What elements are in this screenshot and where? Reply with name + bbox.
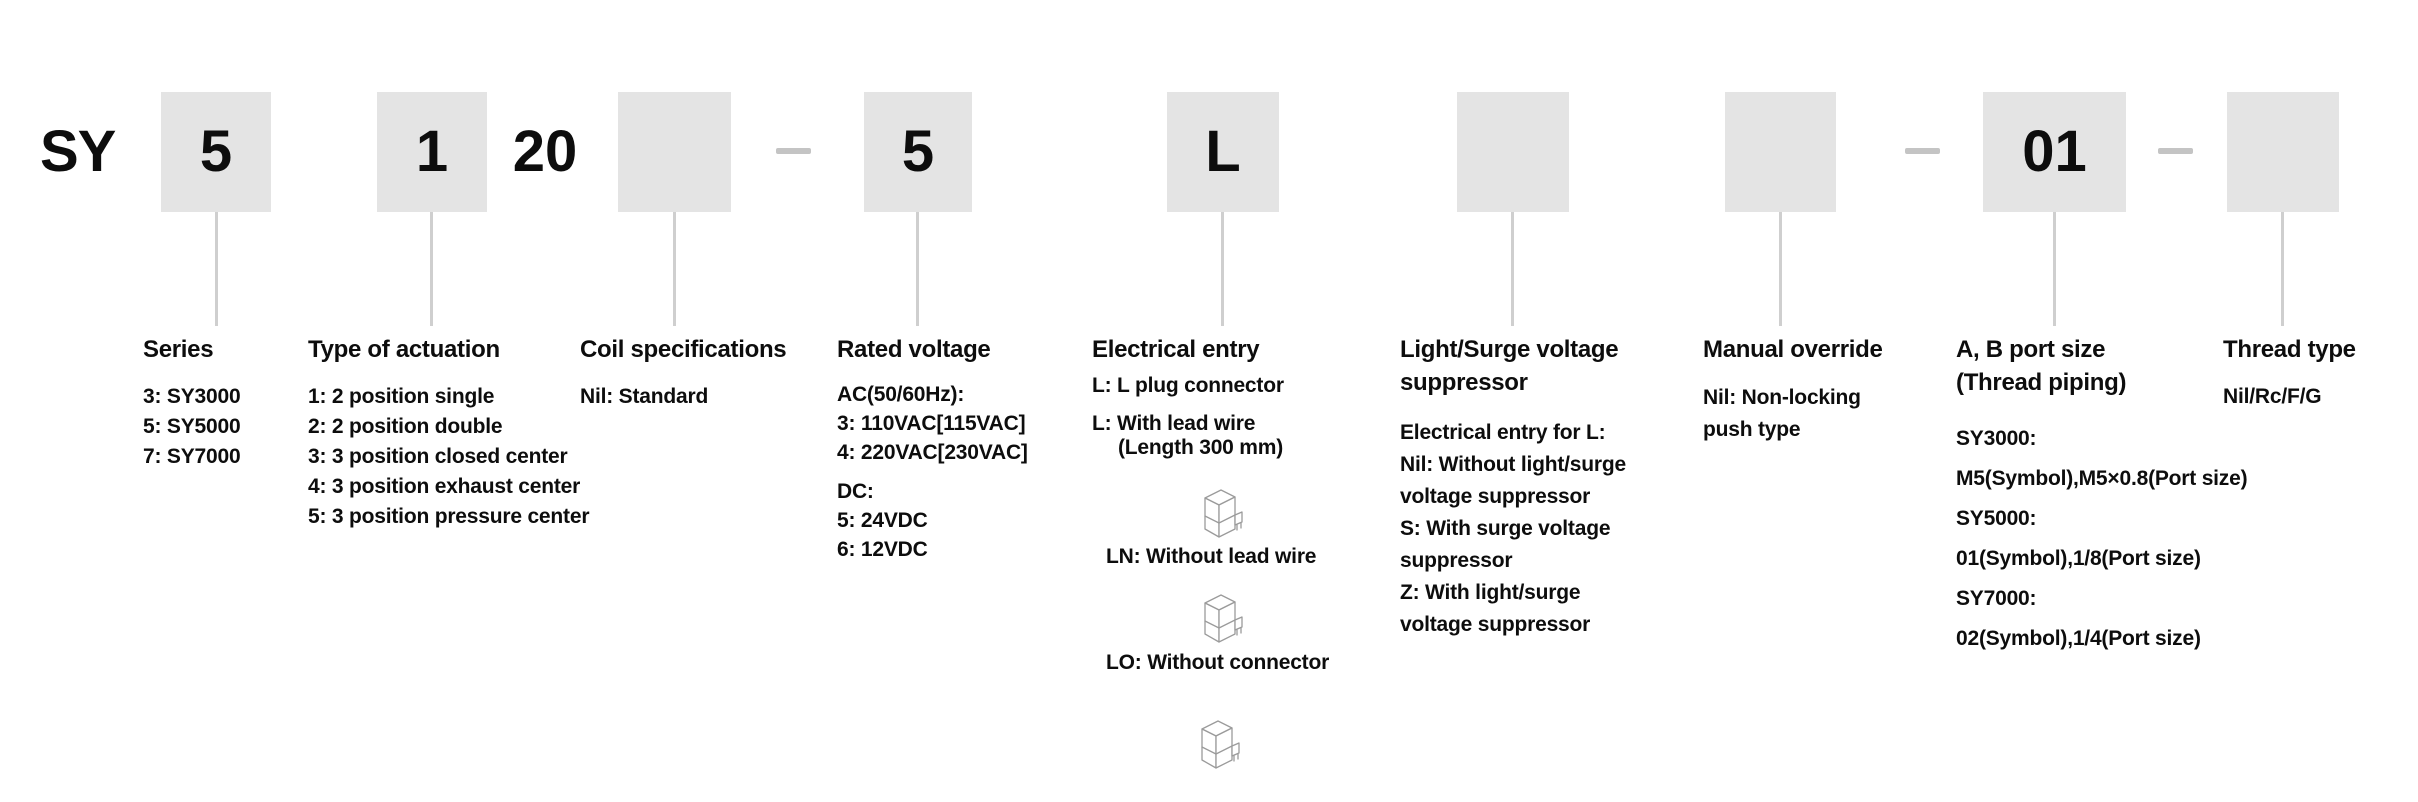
option-item: SY3000: xyxy=(1956,427,2037,450)
code-box-thread xyxy=(2227,92,2339,212)
option-item: 01(Symbol),1/8(Port size) xyxy=(1956,547,2201,570)
option-item: Nil: Standard xyxy=(580,385,709,408)
column-heading: Light/Surge voltage suppressor xyxy=(1400,336,1619,396)
connector-line-port xyxy=(2053,212,2056,326)
code-box-port: 01 xyxy=(1983,92,2126,212)
option-item: DC: xyxy=(837,480,874,503)
column-thread xyxy=(2223,333,2398,412)
option-item: 2: 2 position double xyxy=(308,415,503,438)
option-item: (Length 300 mm) xyxy=(1118,436,1284,459)
option-item: 4: 3 position exhaust center xyxy=(308,475,581,498)
code-prefix: SY xyxy=(40,119,116,184)
plug-connector-icon xyxy=(1195,590,1245,653)
code-box-coil xyxy=(618,92,731,212)
option-item: M5(Symbol),M5×0.8(Port size) xyxy=(1956,467,2248,490)
column-override xyxy=(1703,333,1888,446)
option-item: 1: 2 position single xyxy=(308,385,495,408)
code-box-series: 5 xyxy=(161,92,271,212)
column-coil xyxy=(580,333,820,412)
connector-line-entry xyxy=(1221,212,1224,326)
code-box-entry: L xyxy=(1167,92,1279,212)
option-item: 6: 12VDC xyxy=(837,538,928,561)
option-item: SY5000: xyxy=(1956,507,2037,530)
code-box-actuation: 1 xyxy=(377,92,487,212)
column-actuation xyxy=(308,333,593,532)
option-item: L: With lead wire xyxy=(1092,412,1256,435)
dash-separator xyxy=(1905,148,1940,154)
dash-separator xyxy=(2158,148,2193,154)
option-item: S: With surge voltage suppressor xyxy=(1400,517,1611,572)
connector-line-coil xyxy=(673,212,676,326)
code-box-override xyxy=(1725,92,1836,212)
option-item: 02(Symbol),1/4(Port size) xyxy=(1956,627,2201,650)
connector-line-series xyxy=(215,212,218,326)
option-item: 3: 110VAC[115VAC] xyxy=(837,412,1026,435)
column-heading: Type of actuation xyxy=(308,336,500,363)
connector-line-actuation xyxy=(430,212,433,326)
option-item: 5: 24VDC xyxy=(837,509,928,532)
option-item: Nil/Rc/F/G xyxy=(2223,385,2322,408)
column-entry xyxy=(1092,333,1352,793)
option-item: 4: 220VAC[230VAC] xyxy=(837,441,1028,464)
option-item: AC(50/60Hz): xyxy=(837,383,965,406)
option-item: LN: Without lead wire xyxy=(1106,545,1317,568)
column-heading: Coil specifications xyxy=(580,336,787,363)
column-heading: Electrical entry xyxy=(1092,336,1260,363)
connector-line-suppressor xyxy=(1511,212,1514,326)
column-port-size xyxy=(1956,333,2266,659)
option-item: 5: SY5000 xyxy=(143,415,241,438)
column-heading: Rated voltage xyxy=(837,336,991,363)
code-text-body-type: 20 xyxy=(512,119,578,184)
column-heading: Series xyxy=(143,336,214,363)
option-item: Nil: Without light/surge voltage suppressor xyxy=(1400,453,1626,508)
column-heading: Manual override xyxy=(1703,336,1883,363)
option-item: LO: Without connector xyxy=(1106,651,1330,674)
column-heading: Thread type xyxy=(2223,336,2356,363)
plug-connector-icon xyxy=(1195,485,1245,548)
option-item: L: L plug connector xyxy=(1092,374,1284,397)
column-series xyxy=(143,333,323,472)
option-item: Nil: Non-locking push type xyxy=(1703,386,1861,441)
option-item: Z: With light/surge voltage suppressor xyxy=(1400,581,1591,636)
column-heading: A, B port size (Thread piping) xyxy=(1956,336,2127,396)
code-box-voltage: 5 xyxy=(864,92,972,212)
option-item: 5: 3 position pressure center xyxy=(308,505,590,528)
column-suppressor xyxy=(1400,333,1656,641)
option-item: 3: 3 position closed center xyxy=(308,445,568,468)
option-item: 7: SY7000 xyxy=(143,445,241,468)
option-item: 3: SY3000 xyxy=(143,385,241,408)
plug-connector-icon xyxy=(1192,716,1242,779)
option-item: Electrical entry for L: xyxy=(1400,421,1606,444)
connector-line-override xyxy=(1779,212,1782,326)
option-item: SY7000: xyxy=(1956,587,2037,610)
code-box-suppressor xyxy=(1457,92,1569,212)
connector-line-thread xyxy=(2281,212,2284,326)
dash-separator xyxy=(776,148,811,154)
column-voltage xyxy=(837,333,1067,564)
connector-line-voltage xyxy=(916,212,919,326)
